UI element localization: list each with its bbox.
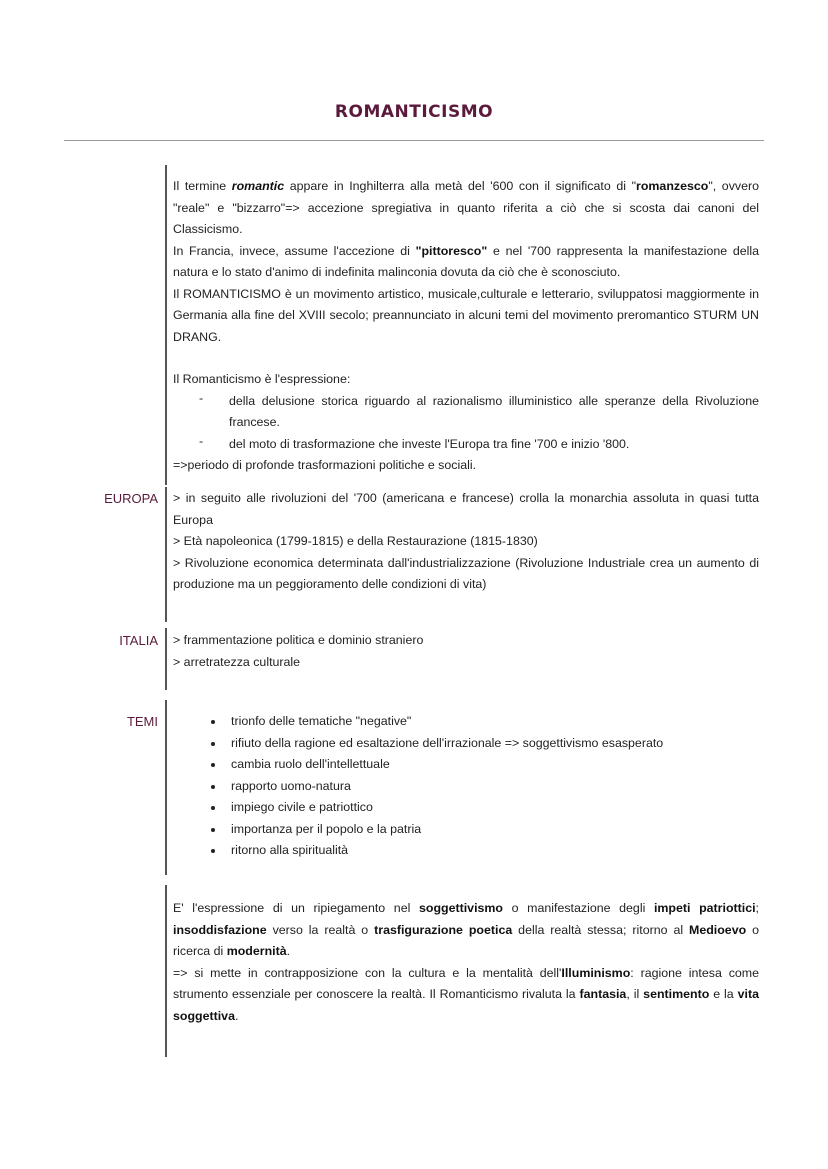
conclusion: =>periodo di profonde trasformazioni politiche e sociali. <box>173 458 477 472</box>
dash-item: - della delusione storica riguardo al razionalismo illuministico alle speranze della Rivoluzione francese. <box>199 390 759 429</box>
temi-item: • trionfo delle tematiche "negative" <box>225 711 759 733</box>
text-run: . <box>234 1008 239 1023</box>
europa-item: > Rivoluzione economica determinata dall'industrializzazione (Rivoluzione Industriale crea un aumento di produzione ma un peggioramento delle condizioni di vita) <box>173 555 759 591</box>
page-title: ROMANTICISMO <box>334 102 494 122</box>
text-run: o manifestazione degli <box>503 901 654 915</box>
bold-text: "pittoresco" <box>415 243 488 258</box>
bold-text: romantic <box>231 179 285 193</box>
expression-intro: Il Romanticismo è l'espressione: <box>173 372 351 386</box>
temi-item: • ritorno alla spiritualità <box>225 840 759 862</box>
temi-item: • rapporto uomo-natura <box>225 776 759 798</box>
final-paragraph-1 <box>173 898 759 963</box>
intro-paragraph-2 <box>173 241 759 284</box>
europa-item: > in seguito alle rivoluzioni del '700 (americana e francese) crolla la monarchia assoluta in quasi tutta Europa <box>173 491 759 527</box>
italia-section <box>165 628 759 690</box>
europa-section <box>165 487 759 622</box>
temi-item: • rifiuto della ragione ed esaltazione dell'irrazionale => soggettivismo esasperato <box>225 733 759 755</box>
text-run: e la <box>709 987 738 1001</box>
text-run: . <box>286 944 291 958</box>
intro-paragraph-1 <box>173 176 759 241</box>
final-section <box>165 885 759 1057</box>
intro-section <box>165 165 759 485</box>
text-run: ", ovvero "reale" e "bizzarro"=> accezione spregiativa in quanto riferita a ciò che si scosta dai canoni del Classicismo. <box>173 179 759 236</box>
europa-item: > Età napoleonica (1799-1815) e della Restaurazione (1815-1830) <box>173 534 538 548</box>
bold-text: trasfigurazione poetica <box>374 922 513 937</box>
text-run: => si mette in contrapposizione con la cultura e la mentalità dell' <box>173 965 562 980</box>
title-divider <box>64 140 764 141</box>
italia-item: > frammentazione politica e dominio straniero <box>173 633 424 647</box>
bold-text: Illuminismo <box>561 965 631 980</box>
temi-section <box>165 700 759 875</box>
temi-list <box>173 711 759 862</box>
italia-item: > arretratezza culturale <box>173 654 301 669</box>
text-run: appare in Inghilterra alla metà del '600 con il significato di " <box>284 179 637 193</box>
text-run: : ragione intesa come strumento essenziale per conoscere la realtà. Il Romanticismo rivaluta la <box>173 965 759 1001</box>
final-paragraph-2 <box>173 963 759 1028</box>
bold-text: soggettivismo <box>419 901 503 915</box>
text-run: E' l'espressione di un ripiegamento nel <box>173 901 419 915</box>
bold-text: vita soggettiva <box>173 987 759 1023</box>
text-run: ; <box>755 901 759 915</box>
bold-text: fantasia <box>579 987 627 1001</box>
intro-paragraph-3 <box>173 284 759 349</box>
dash-item: - del moto di trasformazione che investe l'Europa tra fine '700 e inizio '800. <box>199 433 630 451</box>
text-run: e nel '700 rappresenta la manifestazione della natura e lo stato d'animo di indefinita malinconia dovuta da ciò che è sconosciuto. <box>173 243 760 279</box>
bold-text: insoddisfazione <box>173 922 267 937</box>
label-italia: ITALIA <box>119 633 158 648</box>
text-run: verso la realtà o <box>266 922 375 937</box>
text-run: Il ROMANTICISMO è un movimento artistico, musicale,culturale e letterario, sviluppatosi maggiormente in Germania alla fine del XVIII secolo; preannunciato in alcuni temi del movimento preromantico STURM UN DRANG. <box>173 286 759 344</box>
text-run: In Francia, invece, assume l'accezione di <box>173 243 416 258</box>
text-run: o ricerca di <box>173 922 759 958</box>
text-run: della realtà stessa; ritorno al <box>512 922 690 937</box>
bold-text: Medioevo <box>689 922 747 937</box>
bold-text: modernità <box>226 944 287 958</box>
label-europa: EUROPA <box>104 491 158 506</box>
bold-text: sentimento <box>643 987 710 1001</box>
temi-item: • impiego civile e patriottico <box>225 797 759 819</box>
temi-item: • importanza per il popolo e la patria <box>225 819 759 841</box>
bold-text: romanzesco <box>636 179 709 193</box>
text-run: Il termine <box>173 179 232 193</box>
label-temi: TEMI <box>126 714 158 729</box>
temi-item: • cambia ruolo dell'intellettuale <box>225 754 759 776</box>
text-run: , il <box>626 987 644 1001</box>
bold-text: impeti patriottici <box>653 901 756 915</box>
